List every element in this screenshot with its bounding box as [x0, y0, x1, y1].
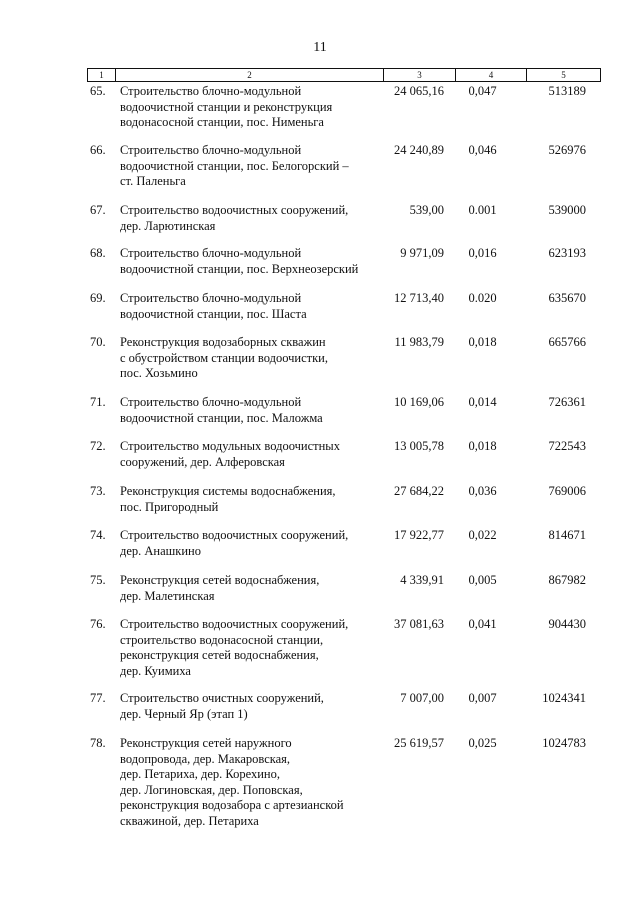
description-line: скважиной, дер. Петариха [120, 813, 259, 828]
row-share: 0,022 [468, 528, 497, 542]
description-line: дер. Петариха, дер. Корехино, [120, 767, 280, 781]
description-line: дер. Анашкино [120, 543, 201, 558]
row-cost: 24 240,89 [394, 143, 444, 157]
row-ratio: 635670 [548, 291, 586, 305]
row-share: 0,007 [468, 691, 497, 705]
row-description [120, 143, 382, 190]
row-number: 70. [90, 335, 106, 349]
row-share: 0,016 [468, 246, 497, 260]
row-description [120, 335, 382, 382]
row-number: 72. [90, 439, 106, 453]
description-line: пос. Хозьмино [120, 366, 198, 380]
row-description [120, 246, 382, 277]
row-number: 76. [90, 617, 106, 631]
description-line: Строительство блочно-модульной [120, 395, 302, 409]
row-ratio: 539000 [548, 203, 586, 217]
row-description [120, 736, 382, 829]
description-line: Строительство блочно-модульной [120, 84, 302, 98]
row-ratio: 526976 [548, 143, 586, 157]
description-line: водоочистной станции, пос. Белогорский – [120, 158, 349, 173]
row-cost: 11 983,79 [394, 335, 444, 349]
row-number: 67. [90, 203, 106, 217]
row-cost: 9 971,09 [400, 246, 444, 260]
description-line: водонасосной станции, пос. Нименьга [120, 115, 324, 129]
page-number: 11 [313, 40, 327, 55]
description-line: Строительство блочно-модульной [120, 246, 302, 260]
row-share: 0.020 [468, 291, 497, 305]
description-line: водоочистной станции, пос. Шаста [120, 306, 307, 321]
description-line: сооружений, дер. Алферовская [120, 454, 285, 469]
row-share: 0,036 [468, 484, 497, 498]
row-ratio: 665766 [548, 335, 586, 349]
column-number-header [87, 68, 601, 82]
column-1-header: 1 [88, 69, 116, 82]
column-4-header: 4 [456, 69, 527, 82]
row-share: 0,046 [468, 143, 497, 157]
row-description [120, 528, 382, 559]
column-3-header: 3 [384, 69, 456, 82]
row-number: 77. [90, 691, 106, 705]
row-cost: 27 684,22 [394, 484, 444, 498]
row-description [120, 573, 382, 604]
description-line: Реконструкция сетей наружного [120, 736, 292, 750]
row-share: 0,025 [468, 736, 497, 750]
row-number: 66. [90, 143, 106, 157]
row-description [120, 439, 382, 470]
row-cost: 12 713,40 [394, 291, 444, 305]
row-description [120, 203, 382, 234]
column-2-header: 2 [116, 69, 384, 82]
row-number: 74. [90, 528, 106, 542]
description-line: Строительство блочно-модульной [120, 291, 302, 305]
description-line: дер. Малетинская [120, 588, 215, 603]
row-ratio: 769006 [548, 484, 586, 498]
row-share: 0,005 [468, 573, 497, 587]
description-line: реконструкция водозабора с артезианской [120, 798, 344, 812]
row-number: 75. [90, 573, 106, 587]
row-share: 0,018 [468, 335, 497, 349]
row-cost: 4 339,91 [400, 573, 444, 587]
description-line: строительство водонасосной станции, [120, 632, 324, 647]
row-ratio: 867982 [548, 573, 586, 587]
description-line: водопровода, дер. Макаровская, [120, 751, 291, 766]
description-line: пос. Пригородный [120, 499, 219, 514]
description-line: Реконструкция сетей водоснабжения, [120, 573, 320, 587]
row-description [120, 484, 382, 515]
row-ratio: 722543 [548, 439, 586, 453]
description-line: дер. Куимиха [120, 663, 191, 678]
row-cost: 25 619,57 [394, 736, 444, 750]
row-number: 78. [90, 736, 106, 750]
description-line: водоочистной станции, пос. Маложма [120, 410, 323, 425]
row-description [120, 691, 382, 722]
description-line: реконструкция сетей водоснабжения, [120, 648, 319, 662]
description-line: Строительство модульных водоочистных [120, 439, 340, 453]
row-share: 0.001 [468, 203, 497, 217]
description-line: Строительство блочно-модульной [120, 143, 302, 157]
row-number: 65. [90, 84, 106, 98]
description-line: Строительство водоочистных сооружений, [120, 528, 349, 542]
row-cost: 24 065,16 [394, 84, 444, 98]
row-share: 0,041 [468, 617, 497, 631]
row-number: 73. [90, 484, 106, 498]
row-cost: 10 169,06 [394, 395, 444, 409]
column-5-header: 5 [527, 69, 601, 82]
row-ratio: 623193 [548, 246, 586, 260]
row-description [120, 395, 382, 426]
description-line: Строительство водоочистных сооружений, [120, 617, 349, 631]
description-line: ст. Паленьга [120, 174, 186, 188]
row-share: 0,014 [468, 395, 497, 409]
row-cost: 13 005,78 [394, 439, 444, 453]
row-ratio: 513189 [548, 84, 586, 98]
row-ratio: 1024341 [542, 691, 586, 705]
row-number: 71. [90, 395, 106, 409]
row-ratio: 904430 [548, 617, 586, 631]
row-share: 0,018 [468, 439, 497, 453]
description-line: дер. Ларютинская [120, 218, 216, 233]
description-line: водоочистной станции, пос. Верхнеозерский [120, 261, 359, 276]
row-ratio: 814671 [548, 528, 586, 542]
description-line: с обустройством станции водоочистки, [120, 350, 328, 365]
description-line: Строительство водоочистных сооружений, [120, 203, 349, 217]
row-description [120, 84, 382, 131]
row-description [120, 291, 382, 322]
description-line: водоочистной станции и реконструкция [120, 99, 333, 114]
row-cost: 539,00 [409, 203, 444, 217]
description-line: дер. Логиновская, дер. Поповская, [120, 782, 303, 797]
row-cost: 7 007,00 [400, 691, 444, 705]
description-line: Реконструкция водозаборных скважин [120, 335, 326, 349]
description-line: дер. Черный Яр (этап 1) [120, 706, 248, 721]
row-ratio: 1024783 [542, 736, 586, 750]
row-description [120, 617, 382, 679]
row-cost: 37 081,63 [394, 617, 444, 631]
row-number: 68. [90, 246, 106, 260]
description-line: Реконструкция системы водоснабжения, [120, 484, 336, 498]
row-ratio: 726361 [548, 395, 586, 409]
description-line: Строительство очистных сооружений, [120, 691, 324, 705]
row-share: 0,047 [468, 84, 497, 98]
row-number: 69. [90, 291, 106, 305]
row-cost: 17 922,77 [394, 528, 444, 542]
